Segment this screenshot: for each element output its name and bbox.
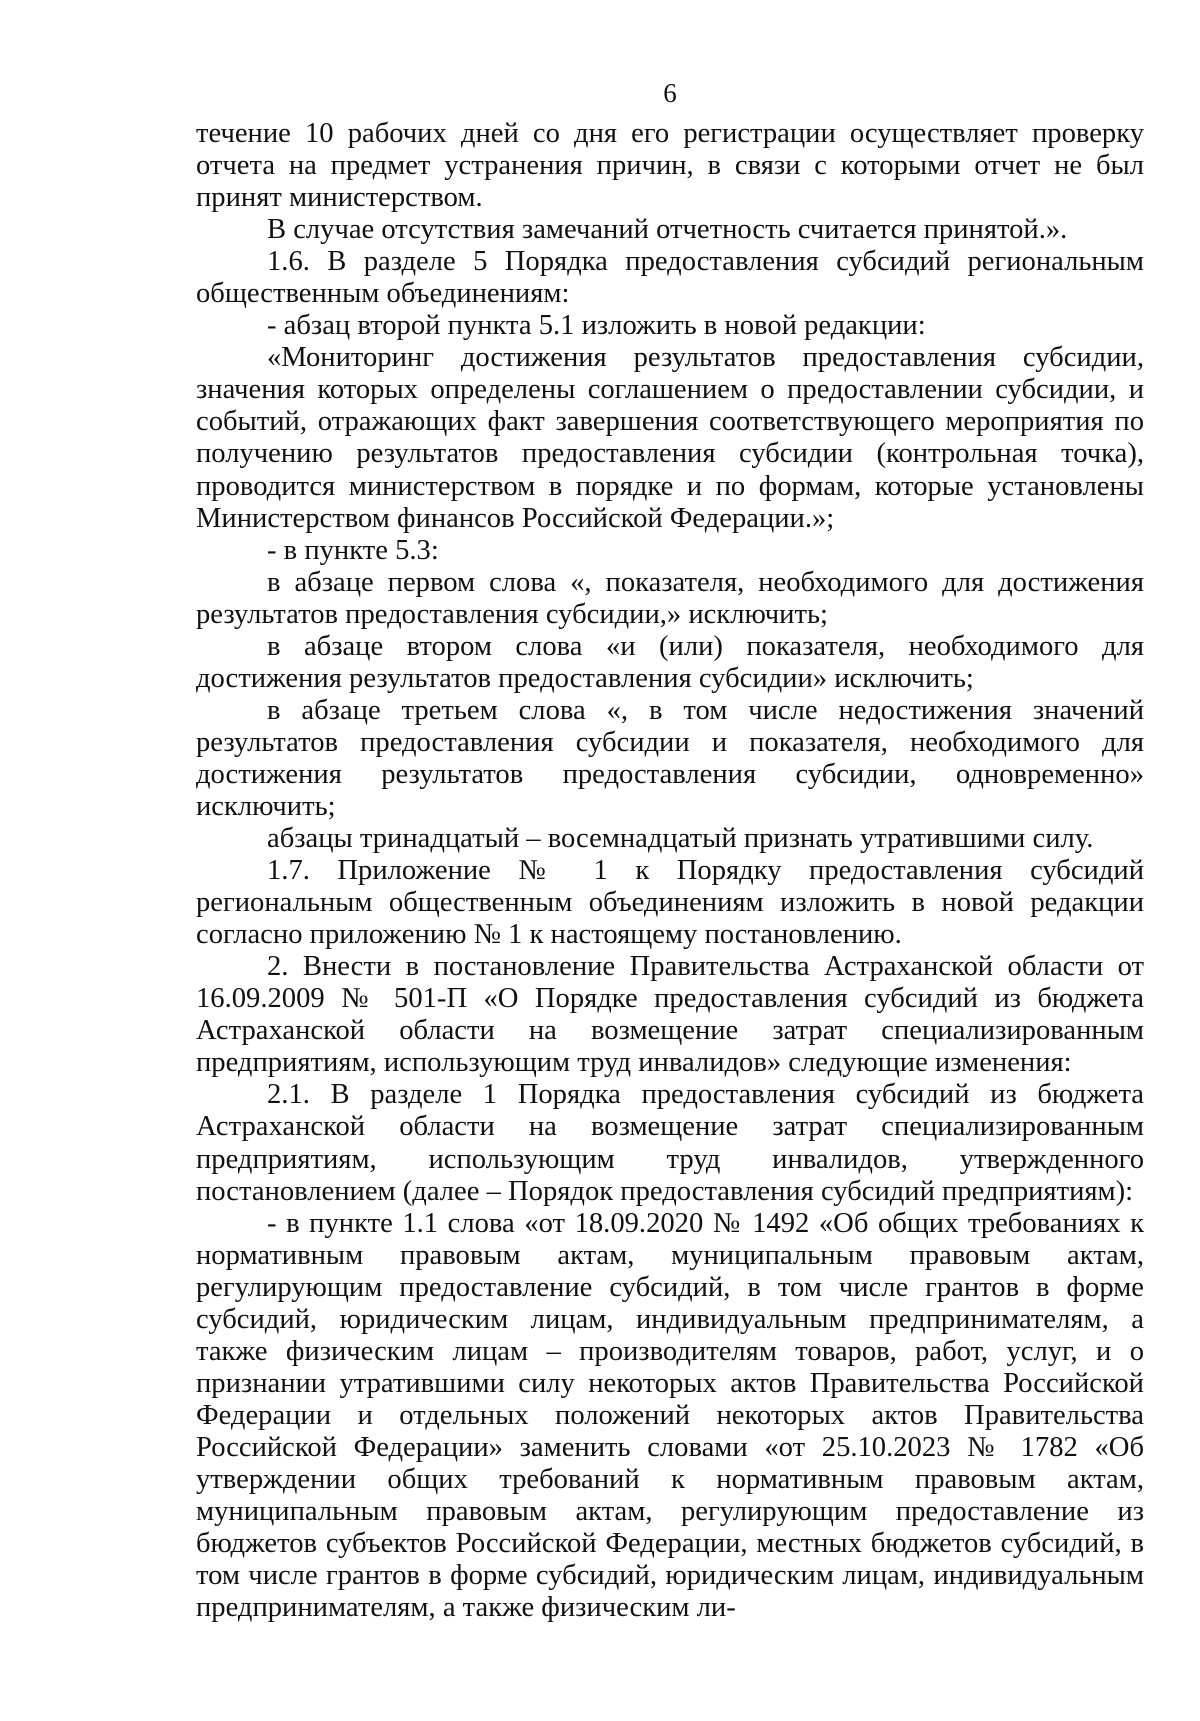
- paragraph: в абзаце первом слова «, показателя, необходимого для достижения результатов предоставления субсидии,» исключить;: [196, 566, 1144, 630]
- paragraph: «Мониторинг достижения результатов предоставления субсидии, значения которых определены соглашением о предоставлении субсидии, и событий, отражающих факт завершения соответствующего мероприятия по получению результатов предоставления субсидии (контрольная точка), проводится министерством в порядке и по формам, которые установлены Министерством финансов Российской Федерации.»;: [196, 342, 1144, 534]
- paragraph: 2.1. В разделе 1 Порядка предоставления субсидий из бюджета Астраханской области на возмещение затрат специализированным предприятиям, использующим труд инвалидов, утвержденного постановлением (далее – Порядок предоставления субсидий предприятиям):: [196, 1079, 1144, 1207]
- paragraph: 2. Внести в постановление Правительства Астраханской области от 16.09.2009 № 501-П «О Порядке предоставления субсидий из бюджета Астраханской области на возмещение затрат специализированным предприятиям, использующим труд инвалидов» следующие изменения:: [196, 951, 1144, 1079]
- paragraph: - в пункте 5.3:: [267, 534, 439, 566]
- paragraph: течение 10 рабочих дней со дня его регистрации осуществляет проверку отчета на предмет устранения причин, в связи с которыми отчет не был принят министерством.: [196, 118, 1144, 214]
- paragraph: абзацы тринадцатый – восемнадцатый признать утратившими силу.: [267, 823, 1094, 855]
- paragraph: В случае отсутствия замечаний отчетность считается принятой.».: [267, 214, 1068, 246]
- document-body: [196, 118, 1144, 1624]
- page-number: 6: [663, 78, 677, 108]
- paragraph: 1.6. В разделе 5 Порядка предоставления субсидий региональным общественным объединениям:: [196, 246, 1144, 310]
- paragraph: в абзаце третьем слова «, в том числе недостижения значений результатов предоставления субсидии и показателя, необходимого для достижения результатов предоставления субсидии, одновременно» исключить;: [196, 694, 1144, 822]
- paragraph: - абзац второй пункта 5.1 изложить в новой редакции:: [267, 310, 926, 342]
- paragraph: в абзаце втором слова «и (или) показателя, необходимого для достижения результатов предоставления субсидии» исключить;: [196, 630, 1144, 694]
- paragraph: - в пункте 1.1 слова «от 18.09.2020 № 1492 «Об общих требованиях к нормативным правовым актам, муниципальным правовым актам, регулирующим предоставление субсидий, в том числе грантов в форме субсидий, юридическим лицам, индивидуальным предпринимателям, а также физическим лицам – производителям товаров, работ, услуг, и о признании утратившими силу некоторых актов Правительства Российской Федерации и отдельных положений некоторых актов Правительства Российской Федерации» заменить словами «от 25.10.2023 № 1782 «Об утверждении общих требований к нормативным правовым актам, муниципальным правовым актам, регулирующим предоставление из бюджетов субъектов Российской Федерации, местных бюджетов субсидий, в том числе грантов в форме субсидий, юридическим лицам, индивидуальным предпринимателям, а также физическим ли-: [196, 1207, 1144, 1624]
- paragraph: 1.7. Приложение № 1 к Порядку предоставления субсидий региональным общественным объединениям изложить в новой редакции согласно приложению № 1 к настоящему постановлению.: [196, 855, 1144, 951]
